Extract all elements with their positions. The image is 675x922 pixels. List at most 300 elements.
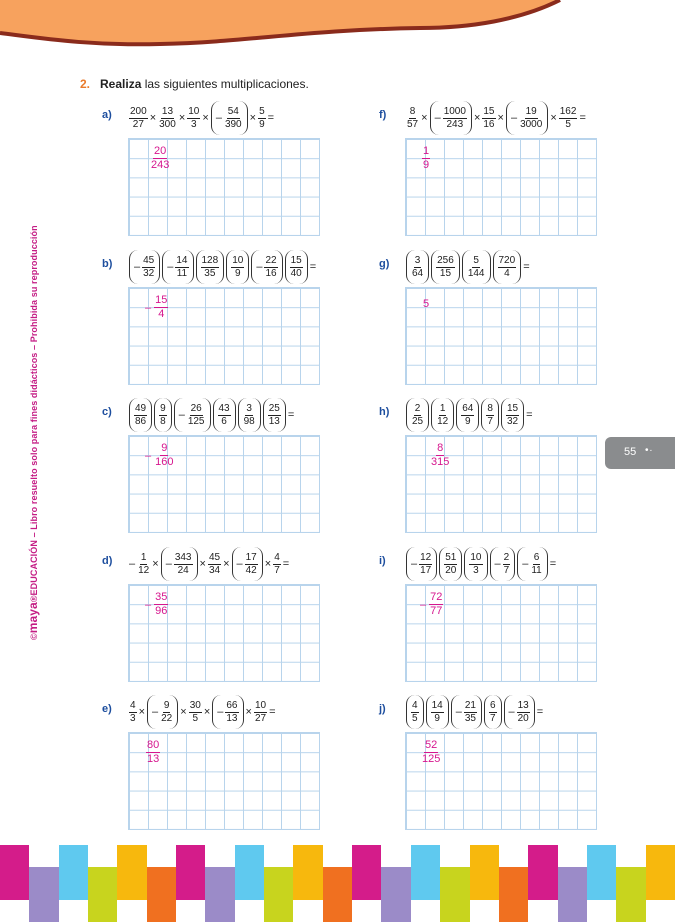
denominator: 11 — [531, 564, 542, 576]
color-stripe — [352, 845, 381, 900]
numerator: 4 — [130, 699, 136, 711]
numerator: 1 — [439, 402, 446, 414]
fraction — [158, 106, 177, 131]
fraction — [231, 255, 244, 280]
numerator: 2 — [503, 551, 510, 563]
operator: = — [282, 558, 290, 570]
operator: = — [523, 261, 530, 273]
numerator: 343 — [174, 551, 192, 563]
fraction — [422, 298, 430, 311]
parenthesized-fraction — [517, 547, 548, 581]
denominator: 32 — [506, 415, 519, 427]
parenthesized-fraction — [504, 695, 535, 729]
numerator: 1000 — [443, 105, 466, 117]
numerator: 4 — [274, 551, 280, 563]
exercise-letter: i) — [379, 555, 386, 567]
exercise-number: 2. — [80, 77, 91, 91]
denominator: 86 — [135, 415, 147, 427]
fraction — [150, 145, 170, 172]
parenthesized-fraction — [406, 695, 424, 729]
denominator: 22 — [161, 712, 173, 724]
color-stripe — [264, 867, 293, 922]
color-stripe — [558, 867, 587, 922]
fraction — [467, 255, 486, 280]
numerator: 256 — [437, 254, 454, 266]
denominator: 64 — [412, 267, 424, 279]
minus-sign: – — [215, 112, 222, 124]
numerator: 1 — [423, 145, 430, 157]
parenthesized-fraction — [251, 250, 282, 284]
minus-sign: – — [165, 558, 172, 570]
numerator: 66 — [226, 699, 238, 711]
numerator: 13 — [161, 105, 174, 117]
denominator: 16 — [483, 118, 495, 130]
answer — [420, 739, 442, 766]
parenthesized-fraction — [129, 398, 152, 432]
numerator: 45 — [143, 254, 155, 266]
operator: = — [526, 409, 533, 421]
numerator: 13 — [517, 699, 529, 711]
operator: × — [245, 706, 252, 718]
fraction — [489, 700, 497, 725]
fraction — [519, 106, 543, 131]
numerator: 15 — [483, 105, 495, 117]
parenthesized-fraction — [481, 398, 499, 432]
denominator: 25 — [412, 415, 424, 427]
fraction — [189, 700, 202, 725]
numerator: 80 — [147, 739, 160, 751]
fraction — [208, 552, 221, 577]
numerator: 9 — [161, 442, 168, 454]
exercise-letter: c) — [102, 406, 112, 418]
fraction — [430, 442, 450, 469]
operator: × — [497, 112, 504, 124]
numerator: 17 — [245, 551, 257, 563]
color-stripe — [616, 867, 645, 922]
answer-grid — [405, 138, 597, 236]
denominator: 11 — [176, 267, 188, 279]
denominator: 27 — [132, 118, 144, 130]
fraction — [187, 403, 206, 428]
answer — [421, 145, 431, 172]
parenthesized-fraction — [462, 250, 491, 284]
answer-sign: – — [145, 449, 152, 462]
numerator: 10 — [254, 699, 267, 711]
fraction — [137, 552, 150, 577]
minus-sign: – — [510, 112, 518, 124]
denominator: 32 — [143, 267, 155, 279]
instruction-verb: Realiza — [100, 77, 142, 91]
fraction — [225, 700, 238, 725]
answer — [145, 294, 169, 321]
parenthesized-fraction — [426, 695, 449, 729]
answer — [420, 591, 444, 618]
denominator: 3 — [130, 712, 136, 724]
fraction — [461, 403, 474, 428]
numerator: 15 — [155, 294, 168, 306]
fraction — [129, 700, 137, 725]
fraction — [436, 403, 449, 428]
minus-sign: – — [455, 706, 462, 718]
numerator: 5 — [423, 298, 430, 310]
denominator: 16 — [265, 267, 277, 279]
operator: × — [264, 558, 272, 570]
denominator: 4 — [158, 308, 165, 320]
denominator: 9 — [434, 712, 440, 724]
fraction — [129, 106, 148, 131]
numerator: 3 — [414, 254, 421, 266]
fraction — [486, 403, 494, 428]
minus-sign: – — [178, 409, 185, 421]
color-stripe — [117, 845, 146, 900]
minus-sign: – — [508, 706, 515, 718]
minus-sign: – — [236, 558, 243, 570]
answer-grid — [128, 732, 320, 830]
fraction — [406, 106, 419, 131]
operator: × — [180, 706, 187, 718]
denominator: 3000 — [520, 118, 543, 130]
color-stripe — [176, 845, 205, 900]
color-stripe — [147, 867, 176, 922]
math-expression — [128, 395, 295, 435]
answer — [429, 442, 451, 469]
denominator: 243 — [151, 159, 170, 171]
operator: = — [287, 409, 295, 421]
numerator: 9 — [160, 402, 166, 414]
denominator: 20 — [517, 712, 529, 724]
operator: = — [536, 706, 544, 718]
fraction — [142, 255, 155, 280]
exercise-letter: e) — [102, 703, 112, 715]
operator: = — [579, 112, 586, 124]
numerator: 54 — [227, 105, 239, 117]
denominator: 7 — [274, 564, 280, 576]
denominator: 5 — [565, 118, 571, 130]
minus-sign: – — [167, 261, 174, 273]
parenthesized-fraction — [174, 398, 211, 432]
parenthesized-fraction — [431, 250, 460, 284]
denominator: 13 — [268, 415, 280, 427]
operator: = — [549, 558, 557, 570]
fraction — [503, 552, 511, 577]
operator: × — [152, 558, 159, 570]
parenthesized-fraction — [406, 398, 429, 432]
fraction — [264, 255, 277, 280]
parenthesized-fraction — [439, 547, 462, 581]
denominator: 3 — [473, 564, 479, 576]
numerator: 22 — [265, 254, 277, 266]
fraction — [559, 106, 578, 131]
numerator: 162 — [559, 105, 577, 117]
operator: = — [269, 706, 276, 718]
math-expression — [128, 692, 277, 732]
answer — [145, 739, 161, 766]
fraction — [419, 552, 432, 577]
numerator: 14 — [176, 254, 188, 266]
fraction — [224, 106, 243, 131]
answer — [149, 145, 171, 172]
credit-text: EDUCACIÓN – Libro resuelto solo para fines didácticos – Prohibida su reproducción — [29, 225, 39, 596]
instruction — [80, 77, 309, 91]
denominator: 5 — [412, 712, 418, 724]
parenthesized-fraction — [154, 398, 172, 432]
parenthesized-fraction — [406, 250, 429, 284]
operator: × — [149, 112, 157, 124]
answer-sign: – — [145, 598, 152, 611]
numerator: 20 — [154, 145, 167, 157]
denominator: 77 — [430, 605, 443, 617]
denominator: 4 — [504, 267, 510, 279]
exercise-letter: a) — [102, 109, 112, 121]
side-credit — [26, 220, 40, 640]
parenthesized-fraction — [226, 250, 249, 284]
answer-grid — [128, 435, 320, 533]
exercise-letter: b) — [102, 258, 113, 270]
minus-sign: – — [494, 558, 501, 570]
answer-grid — [128, 138, 320, 236]
operator: × — [421, 112, 428, 124]
denominator: 125 — [422, 753, 441, 765]
denominator: 35 — [464, 712, 476, 724]
answer-grid — [128, 287, 320, 385]
fraction — [464, 700, 477, 725]
parenthesized-fraction — [506, 101, 548, 135]
operator: × — [223, 558, 230, 570]
parenthesized-fraction — [430, 101, 472, 135]
operator: × — [202, 112, 209, 124]
denominator: 6 — [221, 415, 227, 427]
fraction — [429, 591, 443, 618]
numerator: 25 — [268, 402, 280, 414]
parenthesized-fraction — [212, 695, 243, 729]
fraction — [268, 403, 281, 428]
denominator: 13 — [147, 753, 160, 765]
color-stripe — [235, 845, 264, 900]
answer-grid — [405, 287, 597, 385]
minus-sign: – — [434, 112, 441, 124]
numerator: 14 — [431, 699, 443, 711]
parenthesized-fraction — [501, 398, 524, 432]
numerator: 1 — [140, 551, 147, 563]
math-expression — [405, 544, 557, 584]
answer-grid — [128, 584, 320, 682]
color-stripe — [499, 867, 528, 922]
numerator: 8 — [487, 402, 493, 414]
fraction — [254, 700, 267, 725]
color-stripe — [646, 845, 675, 900]
denominator: 96 — [155, 605, 168, 617]
operator: × — [473, 112, 481, 124]
denominator: 40 — [290, 267, 302, 279]
denominator: 9 — [423, 159, 430, 171]
instruction-text: las siguientes multiplicaciones. — [144, 77, 309, 91]
parenthesized-fraction — [451, 695, 482, 729]
denominator: 7 — [487, 415, 493, 427]
numerator: 9 — [163, 699, 170, 711]
parenthesized-fraction — [162, 250, 193, 284]
parenthesized-fraction — [238, 398, 261, 432]
fraction — [258, 106, 266, 131]
fraction — [469, 552, 482, 577]
top-banner — [0, 0, 675, 60]
parenthesized-fraction — [493, 250, 522, 284]
operator: × — [203, 706, 211, 718]
numerator: 52 — [425, 739, 438, 751]
operator: × — [178, 112, 186, 124]
denominator: 57 — [407, 118, 419, 130]
numerator: 45 — [208, 551, 221, 563]
answer — [145, 442, 175, 469]
fraction — [411, 255, 424, 280]
operator: × — [199, 558, 206, 570]
numerator: 8 — [437, 442, 444, 454]
bottom-color-stripes — [0, 845, 675, 900]
denominator: 8 — [160, 415, 166, 427]
numerator: 720 — [498, 254, 516, 266]
numerator: 5 — [473, 254, 479, 266]
minus-sign: – — [411, 558, 418, 570]
parenthesized-fraction — [196, 250, 225, 284]
numerator: 8 — [409, 105, 416, 117]
denominator: 15 — [439, 267, 452, 279]
denominator: 7 — [489, 712, 496, 724]
minus-sign: – — [256, 261, 263, 273]
parenthesized-fraction — [464, 547, 487, 581]
parenthesized-fraction — [490, 547, 516, 581]
minus-sign: – — [217, 706, 224, 718]
fraction — [411, 700, 419, 725]
answer-grid — [405, 435, 597, 533]
numerator: 6 — [533, 551, 540, 563]
operator: – — [129, 558, 136, 570]
parenthesized-fraction — [211, 101, 248, 135]
fraction — [174, 552, 193, 577]
fraction — [243, 403, 256, 428]
denominator: 12 — [138, 564, 150, 576]
fraction — [201, 255, 220, 280]
color-stripe — [29, 867, 58, 922]
fraction — [159, 403, 167, 428]
fraction — [154, 294, 168, 321]
page-number: 55 — [624, 446, 637, 458]
numerator: 15 — [290, 254, 302, 266]
denominator: 12 — [437, 415, 449, 427]
parenthesized-fraction — [263, 398, 286, 432]
exercise-letter: d) — [102, 555, 113, 567]
minus-sign: – — [134, 261, 141, 273]
color-stripe — [0, 845, 29, 900]
numerator: 51 — [445, 551, 457, 563]
answer-sign: – — [420, 598, 427, 611]
fraction — [187, 106, 200, 131]
denominator: 390 — [224, 118, 242, 130]
denominator: 144 — [467, 267, 485, 279]
numerator: 19 — [525, 105, 537, 117]
denominator: 243 — [446, 118, 464, 130]
brand-logo: maya — [26, 602, 40, 634]
fraction — [154, 591, 168, 618]
parenthesized-fraction — [456, 398, 479, 432]
parenthesized-fraction — [213, 398, 236, 432]
color-stripe — [411, 845, 440, 900]
fraction — [517, 700, 530, 725]
color-stripe — [293, 845, 322, 900]
registered-symbol: ® — [29, 595, 39, 603]
parenthesized-fraction — [129, 250, 160, 284]
numerator: 6 — [489, 699, 496, 711]
operator: = — [267, 112, 275, 124]
denominator: 125 — [187, 415, 205, 427]
math-expression — [405, 247, 531, 287]
answer-grid — [405, 584, 597, 682]
denominator: 20 — [445, 564, 457, 576]
color-stripe — [440, 867, 469, 922]
answer-sign: – — [145, 301, 152, 314]
denominator: 7 — [503, 564, 510, 576]
color-stripe — [59, 845, 88, 900]
numerator: 30 — [189, 699, 201, 711]
math-expression — [405, 395, 534, 435]
color-stripe — [205, 867, 234, 922]
operator: = — [309, 261, 317, 273]
numerator: 128 — [201, 254, 219, 266]
denominator: 35 — [204, 267, 216, 279]
numerator: 10 — [232, 254, 244, 266]
fraction — [218, 403, 231, 428]
denominator: 3 — [191, 118, 197, 130]
denominator: 42 — [245, 564, 257, 576]
denominator: 27 — [254, 712, 267, 724]
denominator: 9 — [465, 415, 471, 427]
operator: × — [138, 706, 145, 718]
minus-sign: – — [152, 706, 159, 718]
numerator: 49 — [135, 402, 147, 414]
color-stripe — [470, 845, 499, 900]
numerator: 35 — [155, 591, 168, 603]
minus-sign: – — [522, 558, 529, 570]
numerator: 12 — [420, 551, 432, 563]
color-stripe — [88, 867, 117, 922]
fraction — [421, 739, 441, 766]
denominator: 300 — [159, 118, 176, 130]
fraction — [422, 145, 430, 172]
fraction — [443, 106, 467, 131]
numerator: 43 — [218, 402, 230, 414]
denominator: 315 — [431, 456, 450, 468]
exercise-letter: g) — [379, 258, 390, 270]
fraction — [146, 739, 160, 766]
exercise-letter: h) — [379, 406, 390, 418]
denominator: 160 — [155, 456, 174, 468]
denominator: 13 — [226, 712, 238, 724]
numerator: 2 — [414, 402, 421, 414]
parenthesized-fraction — [147, 695, 178, 729]
page-dots: • · — [645, 445, 652, 456]
numerator: 10 — [188, 105, 200, 117]
denominator: 98 — [243, 415, 255, 427]
math-expression — [128, 98, 275, 138]
fraction — [290, 255, 303, 280]
numerator: 3 — [246, 402, 252, 414]
parenthesized-fraction — [232, 547, 263, 581]
exercise-letter: f) — [379, 109, 387, 121]
fraction — [175, 255, 188, 280]
denominator: 9 — [259, 118, 265, 130]
fraction — [498, 255, 517, 280]
numerator: 64 — [462, 402, 474, 414]
fraction — [436, 255, 455, 280]
page-number-tab — [605, 437, 675, 469]
